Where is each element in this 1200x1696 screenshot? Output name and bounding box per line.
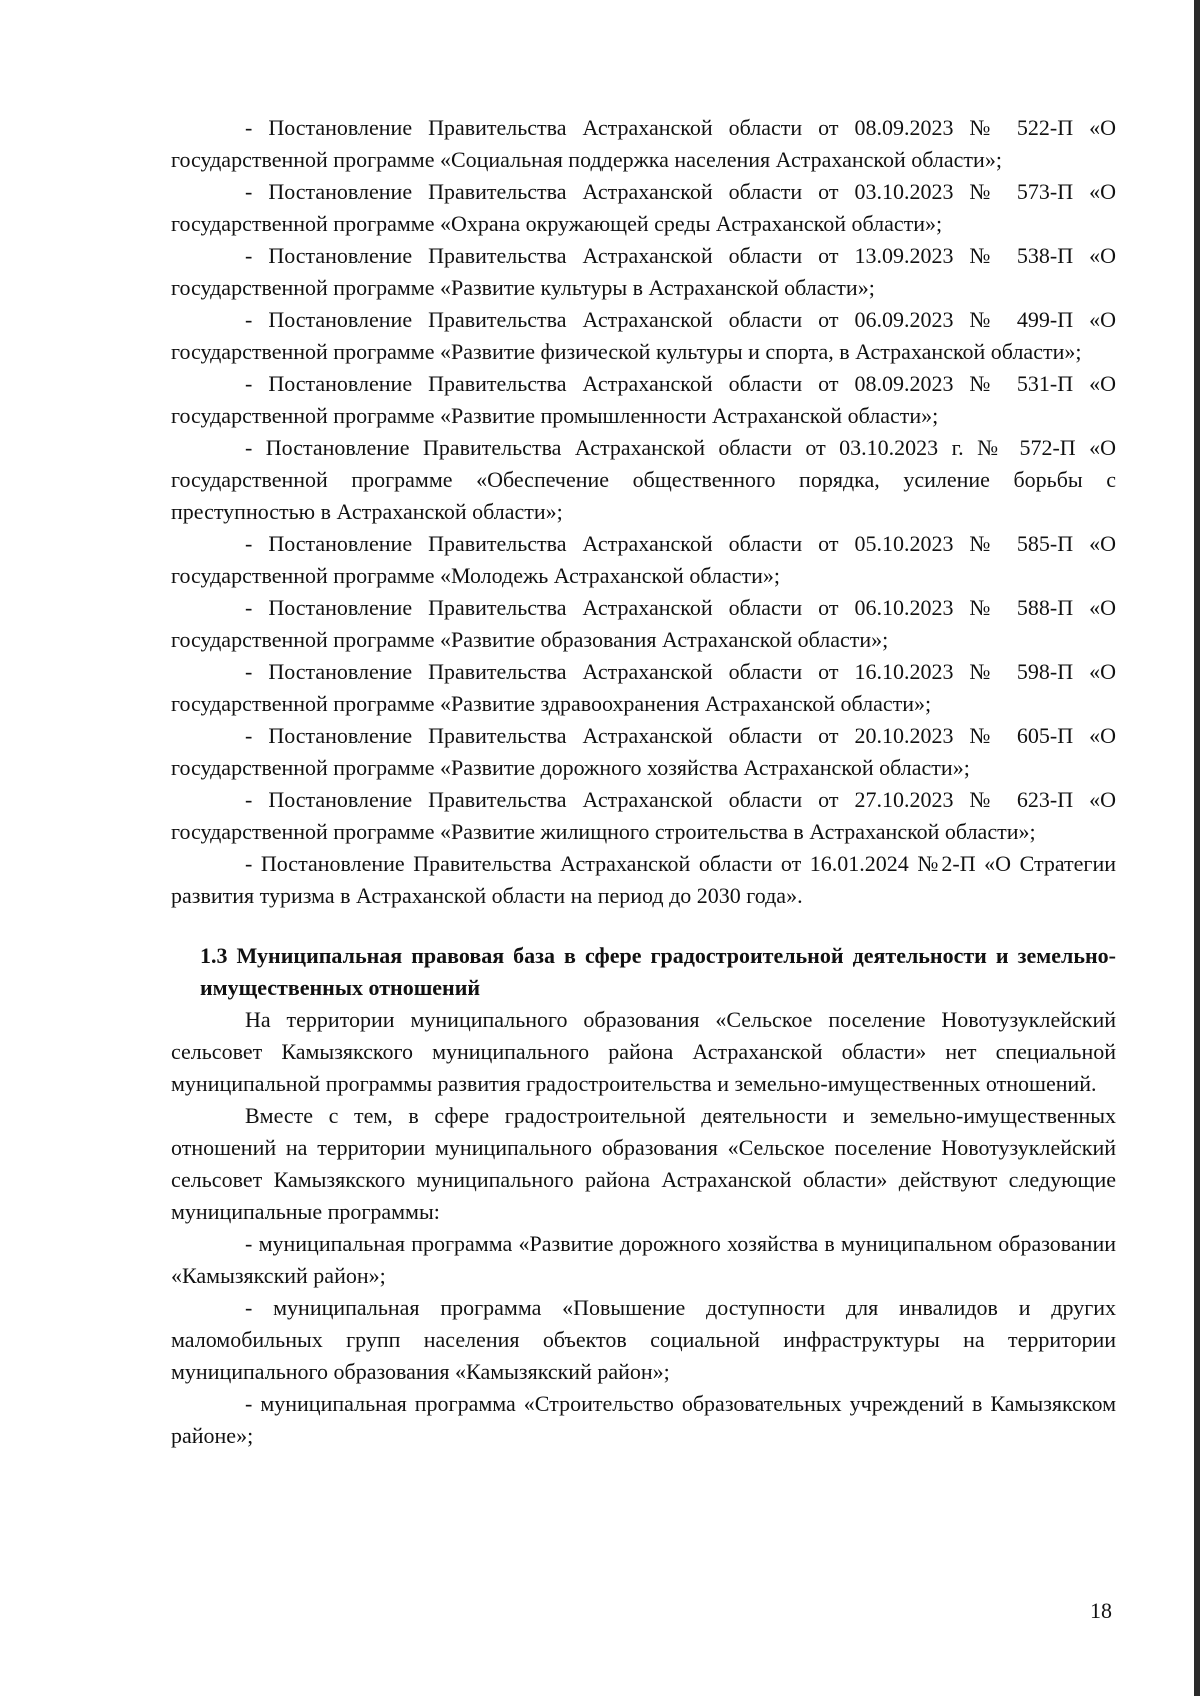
list-item: - Постановление Правительства Астраханской области от 08.09.2023 № 522-П «О государственной программе «Социальная поддержка населения Астраханской области»; — [171, 115, 1116, 172]
list-item: - Постановление Правительства Астраханской области от 03.10.2023 г. № 572-П «О государственной программе «Обеспечение общественного порядка, усиление борьбы с преступностью в Астраханской области»; — [171, 435, 1116, 524]
list-item: - Постановление Правительства Астраханской области от 08.09.2023 № 531-П «О государственной программе «Развитие промышленности Астраханской области»; — [171, 371, 1116, 428]
list-item: - Постановление Правительства Астраханской области от 06.10.2023 № 588-П «О государственной программе «Развитие образования Астраханской области»; — [171, 595, 1116, 652]
list-item: - Постановление Правительства Астраханской области от 20.10.2023 № 605-П «О государственной программе «Развитие дорожного хозяйства Астраханской области»; — [171, 723, 1116, 780]
list-item: - Постановление Правительства Астраханской области от 27.10.2023 № 623-П «О государственной программе «Развитие жилищного строительства в Астраханской области»; — [171, 787, 1116, 844]
list-item: - Постановление Правительства Астраханской области от 06.09.2023 № 499-П «О государственной программе «Развитие физической культуры и спорта, в Астраханской области»; — [171, 307, 1116, 364]
list-item: - Постановление Правительства Астраханской области от 13.09.2023 № 538-П «О государственной программе «Развитие культуры в Астраханской области»; — [171, 243, 1116, 300]
list-item: - Постановление Правительства Астраханской области от 03.10.2023 № 573-П «О государственной программе «Охрана окружающей среды Астраханской области»; — [171, 179, 1116, 236]
body-paragraph: Вместе с тем, в сфере градостроительной деятельности и земельно-имущественных отношений на территории муниципального образования «Сельское поселение Новотузуклейский сельсовет Камызякского муниципального района Астраханской области» действуют следующие муниципальные программы: — [171, 1103, 1116, 1224]
list-item: - Постановление Правительства Астраханской области от 05.10.2023 № 585-П «О государственной программе «Молодежь Астраханской области»; — [171, 531, 1116, 588]
section-heading: 1.3 Муниципальная правовая база в сфере градостроительной деятельности и земельно-имущественных отношений — [200, 943, 1116, 1000]
document-body — [171, 112, 1116, 1452]
page-edge-border — [1194, 0, 1200, 1696]
body-paragraph: На территории муниципального образования «Сельское поселение Новотузуклейский сельсовет Камызякского муниципального района Астраханской области» нет специальной муниципальной программы развития градостроительства и земельно-имущественных отношений. — [171, 1007, 1116, 1096]
list-item: - Постановление Правительства Астраханской области от 16.01.2024 №2-П «О Стратегии развития туризма в Астраханской области на период до 2030 года». — [171, 851, 1116, 908]
list-item: - муниципальная программа «Повышение доступности для инвалидов и других маломобильных групп населения объектов социальной инфраструктуры на территории муниципального образования «Камызякский район»; — [171, 1295, 1116, 1384]
list-item: - Постановление Правительства Астраханской области от 16.10.2023 № 598-П «О государственной программе «Развитие здравоохранения Астраханской области»; — [171, 659, 1116, 716]
list-item: - муниципальная программа «Строительство образовательных учреждений в Камызякском районе»; — [171, 1391, 1116, 1448]
list-item: - муниципальная программа «Развитие дорожного хозяйства в муниципальном образовании «Камызякский район»; — [171, 1231, 1116, 1288]
page-number: 18 — [1090, 1598, 1112, 1623]
